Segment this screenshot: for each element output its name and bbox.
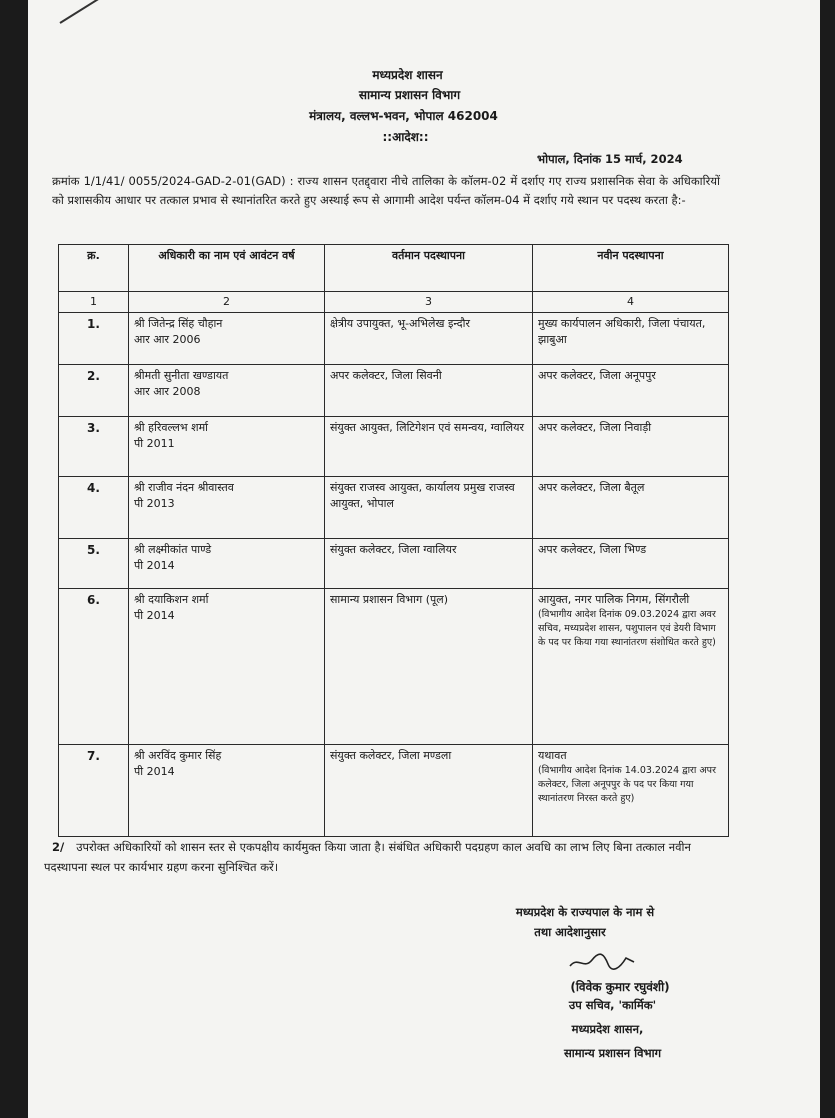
- officer-cell: [129, 313, 325, 365]
- row-serial: 1.: [59, 313, 129, 365]
- signatory-designation: उप सचिव, 'कार्मिक': [568, 998, 657, 1012]
- signatory-name: (विवेक कुमार रघुवंशी): [570, 980, 670, 994]
- new-posting-cell: [533, 745, 729, 837]
- current-posting: क्षेत्रीय उपायुक्त, भू-अभिलेख इन्दौर: [325, 313, 533, 365]
- header-department: सामान्य प्रशासन विभाग: [358, 88, 461, 102]
- signature-authority-line: मध्यप्रदेश के राज्यपाल के नाम से: [515, 905, 655, 919]
- officer-name: श्री हरिवल्लभ शर्मा: [134, 421, 208, 434]
- officer-name: श्रीमती सुनीता खण्डायत: [134, 369, 229, 382]
- posting-note: (विभागीय आदेश दिनांक 09.03.2024 द्वारा अवर सचिव, मध्यप्रदेश शासन, पशुपालन एवं डेयरी विभाग के पद पर किया गया स्थानांतरण संशोधित करते हुए): [538, 609, 716, 648]
- new-posting-cell: [533, 539, 729, 589]
- officer-batch: पी 2013: [134, 497, 175, 510]
- row-serial: 5.: [59, 539, 129, 589]
- officer-name: श्री जितेन्द्र सिंह चौहान: [134, 317, 223, 330]
- new-posting-cell: [533, 477, 729, 539]
- current-posting: सामान्य प्रशासन विभाग (पूल): [325, 589, 533, 745]
- column-number: 4: [533, 292, 729, 313]
- officer-cell: [129, 745, 325, 837]
- new-posting-cell: [533, 589, 729, 745]
- officer-batch: पी 2014: [134, 559, 175, 572]
- transfer-table: [58, 244, 729, 837]
- current-posting: संयुक्त कलेक्टर, जिला ग्वालियर: [325, 539, 533, 589]
- new-posting: यथावत: [538, 749, 567, 762]
- officer-cell: [129, 477, 325, 539]
- posting-note: (विभागीय आदेश दिनांक 14.03.2024 द्वारा अपर कलेक्टर, जिला अनूपपुर के पद पर किया गया स्थानांतरण निरस्त करते हुए): [538, 765, 716, 804]
- signatory-office: मध्यप्रदेश शासन,: [571, 1022, 644, 1036]
- officer-cell: [129, 417, 325, 477]
- relieving-paragraph: [44, 837, 734, 877]
- header-serial: क्र.: [59, 245, 129, 292]
- signatory-department: सामान्य प्रशासन विभाग: [563, 1046, 662, 1060]
- table-row: [59, 477, 729, 539]
- row-serial: 3.: [59, 417, 129, 477]
- order-date: भोपाल, दिनांक 15 मार्च, 2024: [537, 152, 683, 166]
- new-posting: अपर कलेक्टर, जिला निवाड़ी: [538, 421, 652, 434]
- officer-cell: [129, 539, 325, 589]
- column-number: 3: [325, 292, 533, 313]
- paragraph-number: 2/: [52, 840, 65, 854]
- table-header-row: [59, 245, 729, 292]
- officer-cell: [129, 365, 325, 417]
- current-posting: संयुक्त राजस्व आयुक्त, कार्यालय प्रमुख राजस्व आयुक्त, भोपाल: [325, 477, 533, 539]
- column-number: 1: [59, 292, 129, 313]
- current-posting: संयुक्त आयुक्त, लिटिगेशन एवं समन्वय, ग्वालियर: [325, 417, 533, 477]
- new-posting: अपर कलेक्टर, जिला बैतूल: [538, 481, 645, 494]
- header-order-title: ::आदेश::: [382, 130, 429, 144]
- officer-name: श्री लक्ष्मीकांत पाण्डे: [134, 543, 212, 556]
- officer-batch: पी 2014: [134, 609, 175, 622]
- new-posting: अपर कलेक्टर, जिला भिण्ड: [538, 543, 647, 556]
- officer-name: श्री अरविंद कुमार सिंह: [134, 749, 222, 762]
- officer-batch: पी 2014: [134, 765, 175, 778]
- new-posting-cell: [533, 365, 729, 417]
- table-row: [59, 365, 729, 417]
- new-posting-cell: [533, 313, 729, 365]
- table-row: [59, 539, 729, 589]
- handwritten-signature: [568, 950, 638, 972]
- table-row: [59, 417, 729, 477]
- signature-order-line: तथा आदेशानुसार: [534, 925, 606, 939]
- officer-batch: आर आर 2008: [134, 385, 201, 398]
- order-intro: क्रमांक 1/1/41/ 0055/2024-GAD-2-01(GAD) : राज्य शासन एतद्द्वारा नीचे तालिका के कॉलम-02 में दर्शाए गए राज्य प्रशासनिक सेवा के अधिकारियों को प्रशासकीय आधार पर तत्काल प्रभाव से स्थानांतरित करते हुए अस्थाई रूप से आगामी आदेश पर्यन्त कॉलम-04 में दर्शाए गये स्थान पर पदस्थ करता है:-: [52, 174, 720, 207]
- row-serial: 6.: [59, 589, 129, 745]
- row-serial: 4.: [59, 477, 129, 539]
- header-government: मध्यप्रदेश शासन: [372, 68, 443, 82]
- new-posting-cell: [533, 417, 729, 477]
- new-posting: मुख्य कार्यपालन अधिकारी, जिला पंचायत, झाबुआ: [538, 317, 706, 346]
- column-number-row: [59, 292, 729, 313]
- row-serial: 2.: [59, 365, 129, 417]
- paragraph-text: उपरोक्त अधिकारियों को शासन स्तर से एकपक्षीय कार्यमुक्त किया जाता है। संबंधित अधिकारी पदग्रहण काल अवधि का लाभ लिए बिना तत्काल नवीन पदस्थापना स्थल पर कार्यभार ग्रहण करना सुनिश्चित करें।: [44, 840, 691, 874]
- table-row: [59, 313, 729, 365]
- header-current-posting: वर्तमान पदस्थापना: [325, 245, 533, 292]
- officer-cell: [129, 589, 325, 745]
- row-serial: 7.: [59, 745, 129, 837]
- header-address: मंत्रालय, वल्लभ-भवन, भोपाल 462004: [309, 109, 498, 123]
- current-posting: अपर कलेक्टर, जिला सिवनी: [325, 365, 533, 417]
- column-number: 2: [129, 292, 325, 313]
- officer-name: श्री दयाकिशन शर्मा: [134, 593, 209, 606]
- officer-batch: आर आर 2006: [134, 333, 201, 346]
- officer-batch: पी 2011: [134, 437, 175, 450]
- officer-name: श्री राजीव नंदन श्रीवास्तव: [134, 481, 234, 494]
- table-row: [59, 745, 729, 837]
- header-officer-name: अधिकारी का नाम एवं आवंटन वर्ष: [129, 245, 325, 292]
- new-posting: आयुक्त, नगर पालिक निगम, सिंगरौली: [538, 593, 690, 606]
- table-row: [59, 589, 729, 745]
- new-posting: अपर कलेक्टर, जिला अनूपपुर: [538, 369, 656, 382]
- current-posting: संयुक्त कलेक्टर, जिला मण्डला: [325, 745, 533, 837]
- header-new-posting: नवीन पदस्थापना: [533, 245, 729, 292]
